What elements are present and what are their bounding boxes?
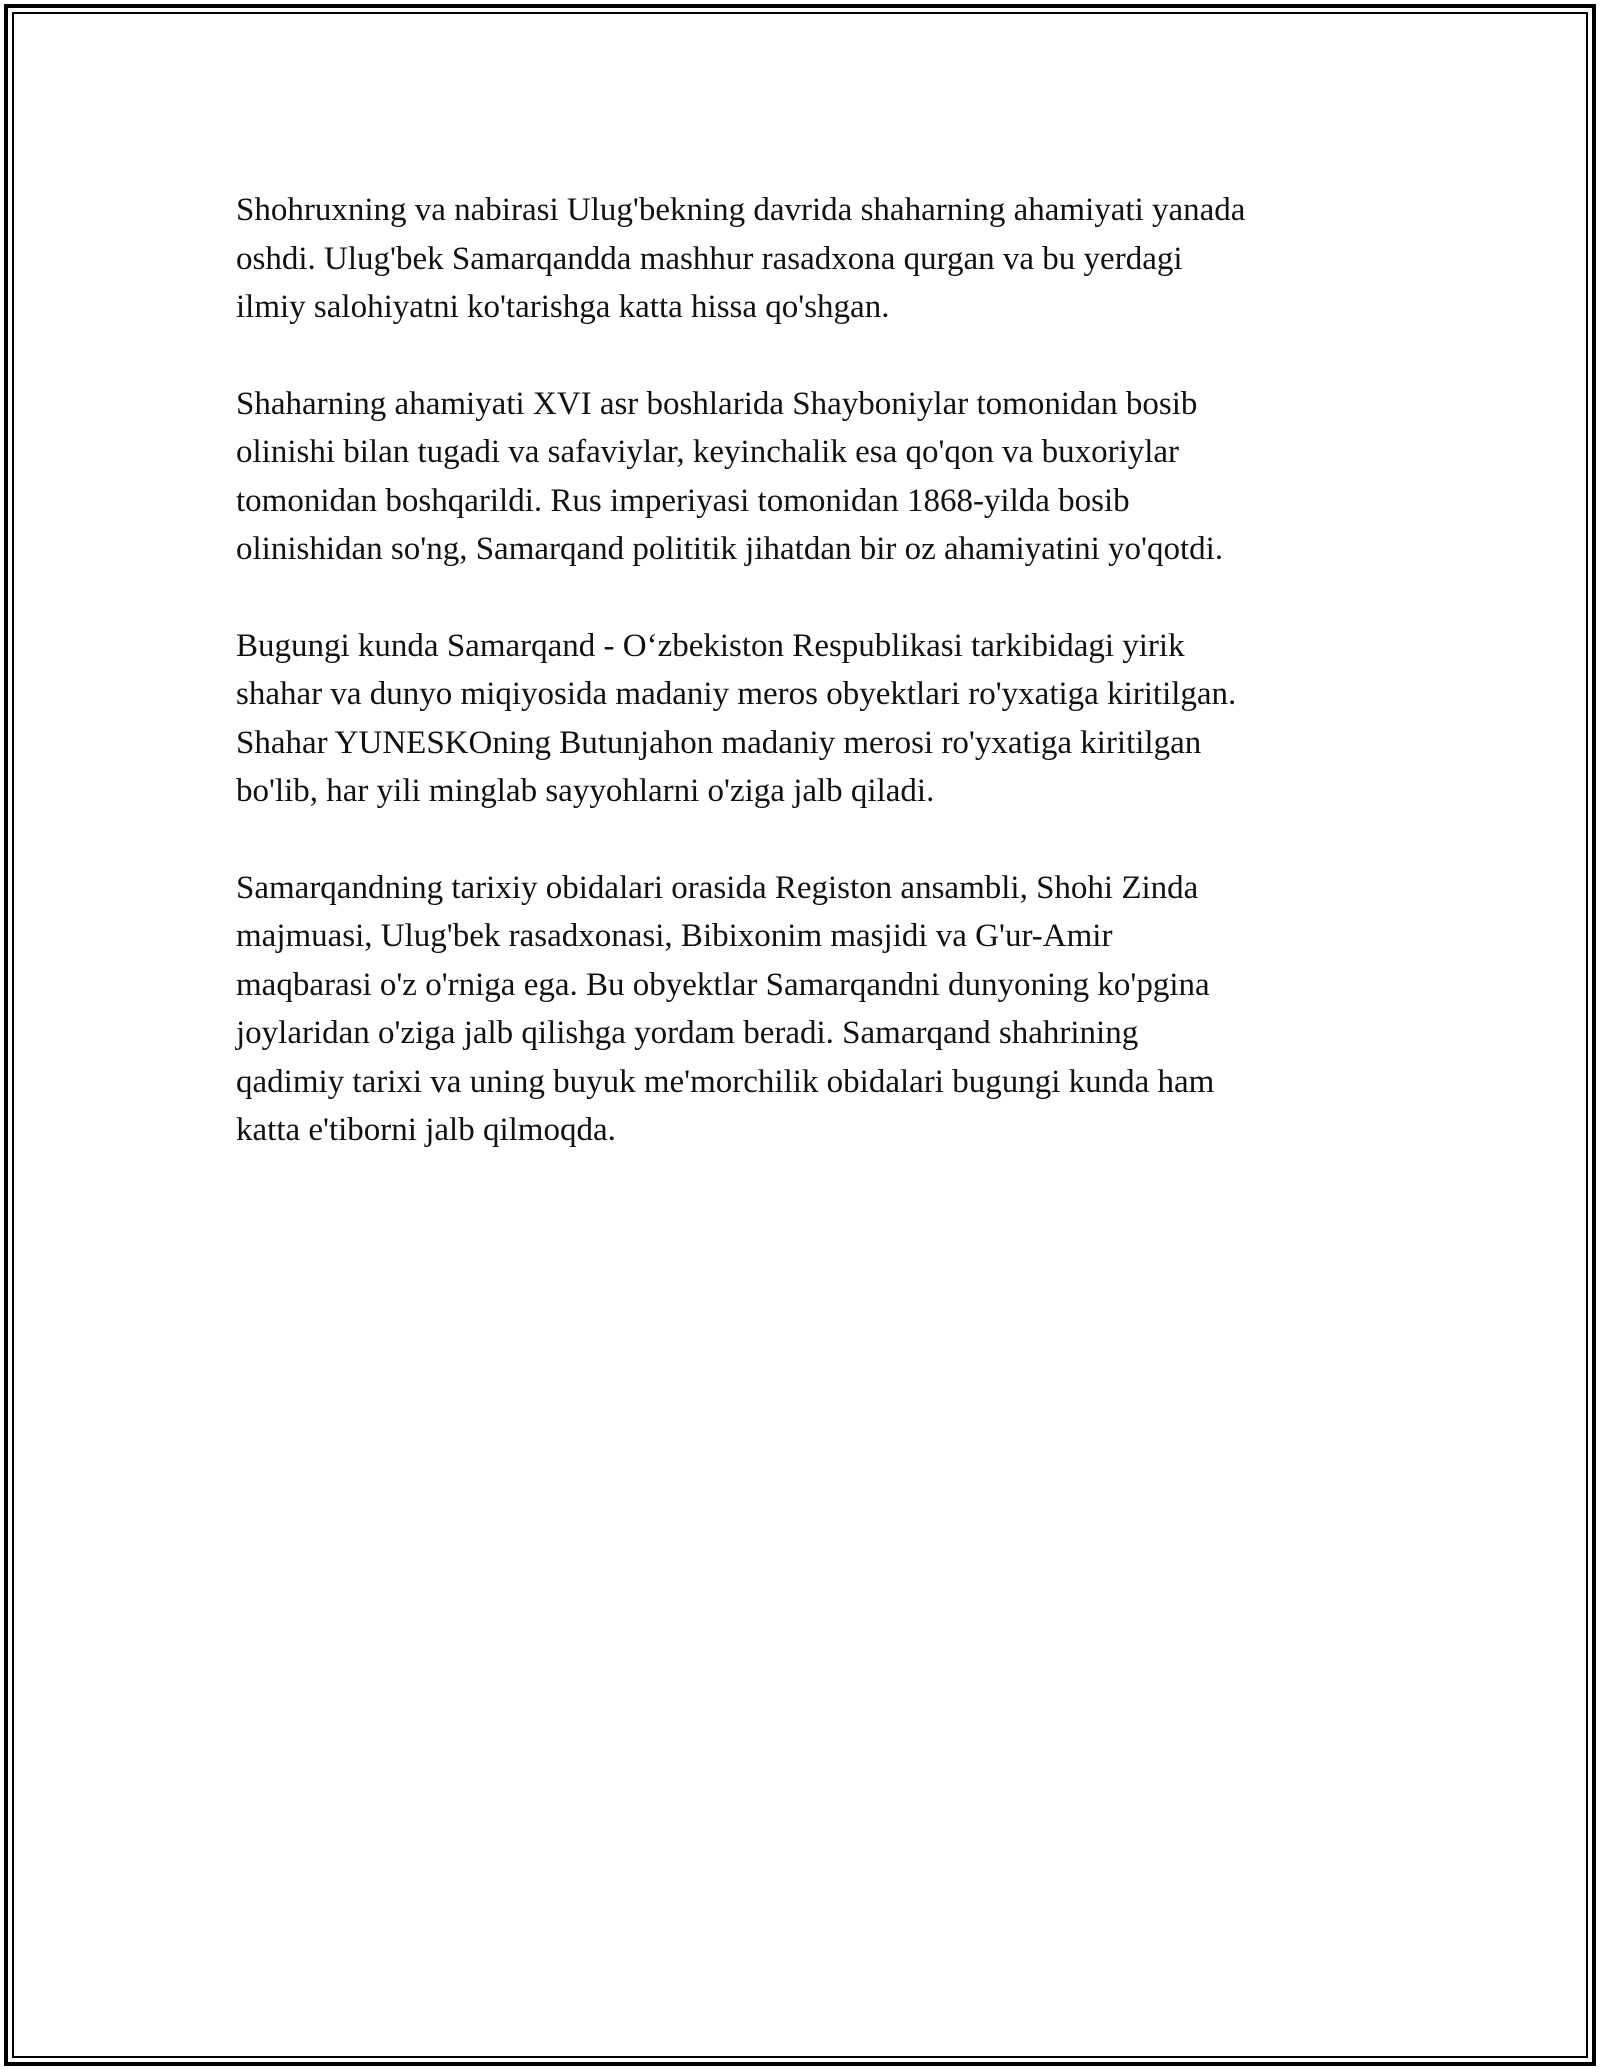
text-line: maqbarasi o'z o'rniga ega. Bu obyektlar Samarqandni dunyoning ko'pgina (236, 966, 1210, 1003)
text-line: ilmiy salohiyatni ko'tarishga katta hissa qo'shgan. (236, 289, 890, 325)
text-line: joylaridan o'ziga jalb qilishga yordam beradi. Samarqand shahrining (236, 1015, 1139, 1051)
text-line: qadimiy tarixi va uning buyuk me'morchilik obidalari bugungi kunda ham (236, 1063, 1215, 1100)
text-line: Samarqandning tarixiy obidalari orasida Registon ansambli, Shohi Zinda (236, 869, 1199, 906)
text-line: Shahar YUNESKOning Butunjahon madaniy merosi ro'yxatiga kiritilgan (236, 724, 1202, 761)
text-line: Bugungi kunda Samarqand - O‘zbekiston Respublikasi tarkibidagi yirik (236, 627, 1185, 664)
paragraph-2 (236, 380, 1372, 574)
text-line: olinishi bilan tugadi va safaviylar, keyinchalik esa qo'qon va buxoriylar (236, 434, 1180, 470)
paragraph-1 (236, 186, 1372, 332)
text-line: Shaharning ahamiyati XVI asr boshlarida Shayboniylar tomonidan bosib (236, 385, 1198, 422)
document-body (236, 186, 1372, 1203)
text-line: tomonidan boshqarildi. Rus imperiyasi tomonidan 1868-yilda bosib (236, 482, 1130, 519)
paragraph-3 (236, 622, 1372, 816)
text-line: katta e'tiborni jalb qilmoqda. (236, 1112, 616, 1148)
text-line: olinishidan so'ng, Samarqand polititik jihatdan bir oz ahamiyatini yo'qotdi. (236, 531, 1224, 567)
text-line: majmuasi, Ulug'bek rasadxonasi, Bibixonim masjidi va G'ur-Amir (236, 918, 1113, 954)
paragraph-4 (236, 864, 1372, 1155)
text-line: Shohruxning va nabirasi Ulug'bekning davrida shaharning ahamiyati yanada (236, 192, 1246, 228)
text-line: shahar va dunyo miqiyosida madaniy meros obyektlari ro'yxatiga kiritilgan. (236, 676, 1237, 712)
text-line: bo'lib, har yili minglab sayyohlarni o'ziga jalb qiladi. (236, 773, 935, 809)
text-line: oshdi. Ulug'bek Samarqandda mashhur rasadxona qurgan va bu yerdagi (236, 240, 1183, 277)
